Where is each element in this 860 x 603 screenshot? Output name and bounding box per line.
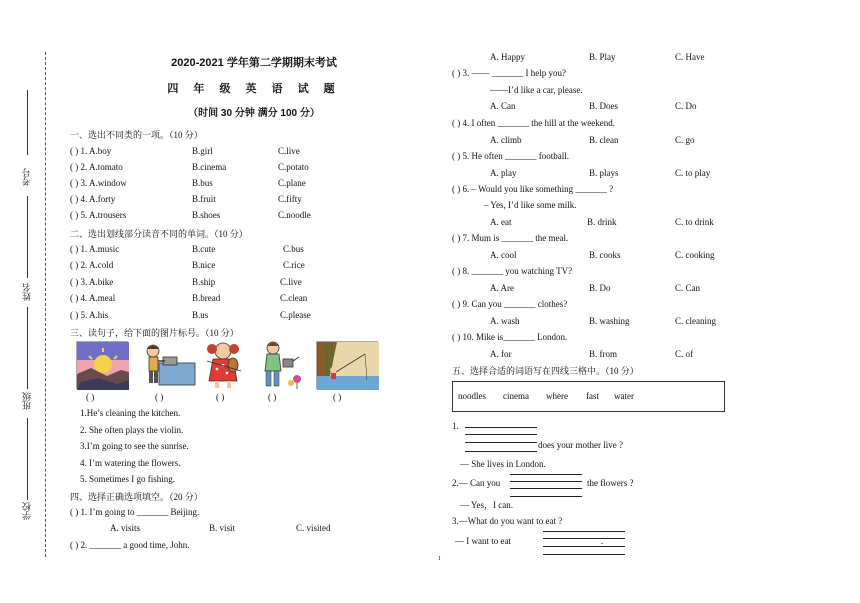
section2-heading: 二、选出划线部分读音不同的单词。（10 分） — [70, 229, 248, 239]
watering-flowers-picture — [255, 341, 307, 389]
s4-q10-b: B. from — [589, 349, 617, 359]
class-line — [27, 307, 28, 389]
picture5-answer[interactable]: ( ) — [333, 392, 342, 402]
s3-sentence2: 2. She often plays the violin. — [80, 425, 184, 435]
s4-q4-c: C. go — [675, 135, 695, 145]
s1-q2[interactable]: ( ) 2. A.tomato — [70, 162, 123, 172]
s4-q7-c: C. cooking — [675, 250, 715, 260]
exam-info: （时间 30 分钟 满分 100 分） — [188, 108, 320, 119]
s2-q3[interactable]: ( ) 3. A.bike — [70, 277, 114, 287]
s4-q5-c: C. to play — [675, 168, 711, 178]
word-water: water — [614, 391, 634, 401]
word-where: where — [546, 391, 568, 401]
s1-q4-c: C.fifty — [278, 194, 302, 204]
s4-q10[interactable]: ( ) 10. Mike is_______ London. — [452, 332, 568, 342]
s4-q2-a: A. Happy — [490, 52, 525, 62]
s5-q3-period: . — [601, 536, 604, 546]
s4-q1-c: C. visited — [296, 523, 331, 533]
s2-q5[interactable]: ( ) 5. A.his — [70, 310, 109, 320]
s4-q3-line2: ——I’d like a car, please. — [490, 85, 583, 95]
s2-q3-c: C.live — [280, 277, 302, 287]
s1-q2-c: C.potato — [278, 162, 309, 172]
s2-q2-b: B.nice — [192, 260, 216, 270]
s1-q1-c: C.live — [278, 146, 300, 156]
s5-q3-reply: — I want to eat — [455, 536, 511, 546]
s4-q7[interactable]: ( ) 7. Mum is _______ the meal. — [452, 233, 569, 243]
s5-q1-text: does your mother live ? — [538, 440, 623, 450]
s5-q1-line2 — [465, 434, 537, 435]
s5-q3-line2 — [543, 538, 625, 539]
s5-q2-line1 — [510, 474, 582, 475]
s4-q2[interactable]: ( ) 2. _______ a good time, John. — [70, 540, 190, 550]
s4-q4[interactable]: ( ) 4. I often _______ the hill at the weekend. — [452, 118, 615, 128]
s2-q2-c: C.rice — [283, 260, 305, 270]
section4-heading: 四、选择正确选项填空。（20 分） — [70, 492, 203, 502]
s1-q2-b: B.cinema — [192, 162, 227, 172]
s4-q8[interactable]: ( ) 8. _______ you watching TV? — [452, 266, 573, 276]
s5-q2-text: 2.— Can you — [452, 478, 501, 488]
s4-q4-a: A. climb — [490, 135, 522, 145]
s5-q1-line1 — [465, 427, 537, 428]
s1-q3-c: C.plane — [278, 178, 306, 188]
s5-q1-line4 — [465, 451, 537, 452]
fishing-picture — [316, 341, 378, 389]
s4-q6-b: B. drink — [587, 217, 617, 227]
s1-q4[interactable]: ( ) 4. A.forty — [70, 194, 116, 204]
s4-q5-b: B. plays — [589, 168, 619, 178]
name-label: 姓名 — [22, 283, 32, 301]
s1-q1[interactable]: ( ) 1. A.boy — [70, 146, 112, 156]
s4-q3-b: B. Does — [589, 101, 618, 111]
s1-q5-c: C.noodle — [278, 210, 311, 220]
exam-title: 2020-2021 学年第二学期期末考试 — [171, 57, 337, 69]
s5-q2-answer-line[interactable] — [510, 488, 582, 489]
s3-sentence1: 1.He’s cleaning the kitchen. — [80, 408, 181, 418]
s4-q1-b: B. visit — [209, 523, 236, 533]
s4-q6-c: C. to drink — [675, 217, 714, 227]
violin-girl-picture — [203, 341, 243, 389]
s5-q2-line2 — [510, 481, 582, 482]
s4-q9-c: C. cleaning — [675, 316, 716, 326]
section5-heading: 五、选择合适的词语写在四线三格中。（10 分） — [452, 366, 639, 376]
sunrise-picture — [76, 341, 128, 389]
s4-q2-b: B. Play — [589, 52, 616, 62]
s4-q7-a: A. cool — [490, 250, 517, 260]
class-label: 班级 — [22, 392, 32, 410]
s4-q6-line2: – Yes, I’d like some milk. — [484, 200, 577, 210]
picture1-answer[interactable]: ( ) — [86, 392, 95, 402]
s5-q3-line1 — [543, 531, 625, 532]
exam-number-line — [27, 90, 28, 155]
s1-q5[interactable]: ( ) 5. A.trousers — [70, 210, 127, 220]
s5-q2-line4 — [510, 496, 582, 497]
s5-q2-reply: — Yes，I can. — [460, 500, 513, 510]
s4-q3-a: A. Can — [490, 101, 516, 111]
s4-q6[interactable]: ( ) 6. – Would you like something _______ ? — [452, 184, 614, 194]
binding-dashed-line — [45, 52, 46, 557]
s4-q1[interactable]: ( ) 1. I’m going to _______ Beijing. — [70, 507, 200, 517]
s4-q2-c: C. Have — [675, 52, 705, 62]
exam-number-label: 考号 — [22, 168, 32, 186]
picture2-answer[interactable]: ( ) — [155, 392, 164, 402]
page-number: 1 — [438, 556, 441, 562]
s5-q3-answer-line[interactable] — [543, 546, 625, 547]
picture4-answer[interactable]: ( ) — [268, 392, 277, 402]
s4-q8-c: C. Can — [675, 283, 701, 293]
word-cinema: cinema — [503, 391, 529, 401]
s3-sentence5: 5. Sometimes I go fishing. — [80, 474, 175, 484]
section3-heading: 三、读句子，给下面的图片标号。（10 分） — [70, 328, 239, 338]
s4-q7-b: B. cooks — [589, 250, 621, 260]
cleaning-kitchen-picture — [143, 341, 197, 389]
s1-q3[interactable]: ( ) 3. A.window — [70, 178, 127, 188]
s2-q5-b: B.us — [192, 310, 209, 320]
s4-q3-c: C. Do — [675, 101, 697, 111]
s4-q8-b: B. Do — [589, 283, 611, 293]
s5-q1-reply: — She lives in London. — [460, 459, 546, 469]
s2-q5-c: C.please — [280, 310, 311, 320]
s3-sentence3: 3.I’m going to see the sunrise. — [80, 441, 189, 451]
s1-q3-b: B.bus — [192, 178, 213, 188]
s4-q10-c: C. of — [675, 349, 693, 359]
s2-q4[interactable]: ( ) 4. A.meal — [70, 293, 116, 303]
word-fast: fast — [586, 391, 599, 401]
s4-q5-a: A. play — [490, 168, 517, 178]
s4-q10-a: A. for — [490, 349, 512, 359]
s1-q4-b: B.fruit — [192, 194, 216, 204]
s3-sentence4: 4. I’m watering the flowers. — [80, 458, 181, 468]
s2-q1-c: C.bus — [283, 244, 304, 254]
word-bank-box — [452, 381, 725, 412]
s5-q3-text: 3.—What do you want to eat ? — [452, 516, 563, 526]
s1-q5-b: B.shoes — [192, 210, 221, 220]
s2-q1-b: B.cute — [192, 244, 216, 254]
picture3-answer[interactable]: ( ) — [216, 392, 225, 402]
name-line — [27, 196, 28, 278]
s5-q2-tail: the flowers ? — [587, 478, 634, 488]
s2-q2[interactable]: ( ) 2. A.cold — [70, 260, 114, 270]
section1-heading: 一、选出不同类的一项。（10 分） — [70, 130, 203, 140]
s4-q5[interactable]: ( ) 5. He often _______ football. — [452, 151, 569, 161]
s2-q4-b: B.bread — [192, 293, 221, 303]
exam-subtitle: 四 年 级 英 语 试 题 — [167, 83, 341, 95]
s4-q6-a: A. eat — [490, 217, 512, 227]
s4-q9[interactable]: ( ) 9. Can you _______ clothes? — [452, 299, 568, 309]
s4-q3[interactable]: ( ) 3. —— _______ I help you? — [452, 68, 566, 78]
word-noodles: noodles — [458, 391, 486, 401]
s4-q9-b: B. washing — [589, 316, 630, 326]
s4-q4-b: B. clean — [589, 135, 619, 145]
school-line — [27, 418, 28, 500]
s2-q3-b: B.ship — [192, 277, 216, 287]
s5-q1-answer-line[interactable] — [465, 442, 537, 443]
s4-q9-a: A. wash — [490, 316, 520, 326]
s5-q1-number: 1. — [452, 421, 459, 431]
s2-q4-c: C.clean — [280, 293, 308, 303]
s4-q1-a: A. visits — [110, 523, 141, 533]
s2-q1[interactable]: ( ) 1. A.music — [70, 244, 120, 254]
s1-q1-b: B.girl — [192, 146, 213, 156]
s4-q8-a: A. Are — [490, 283, 514, 293]
s5-q3-line4 — [543, 554, 625, 555]
school-label: 学校 — [22, 502, 32, 520]
